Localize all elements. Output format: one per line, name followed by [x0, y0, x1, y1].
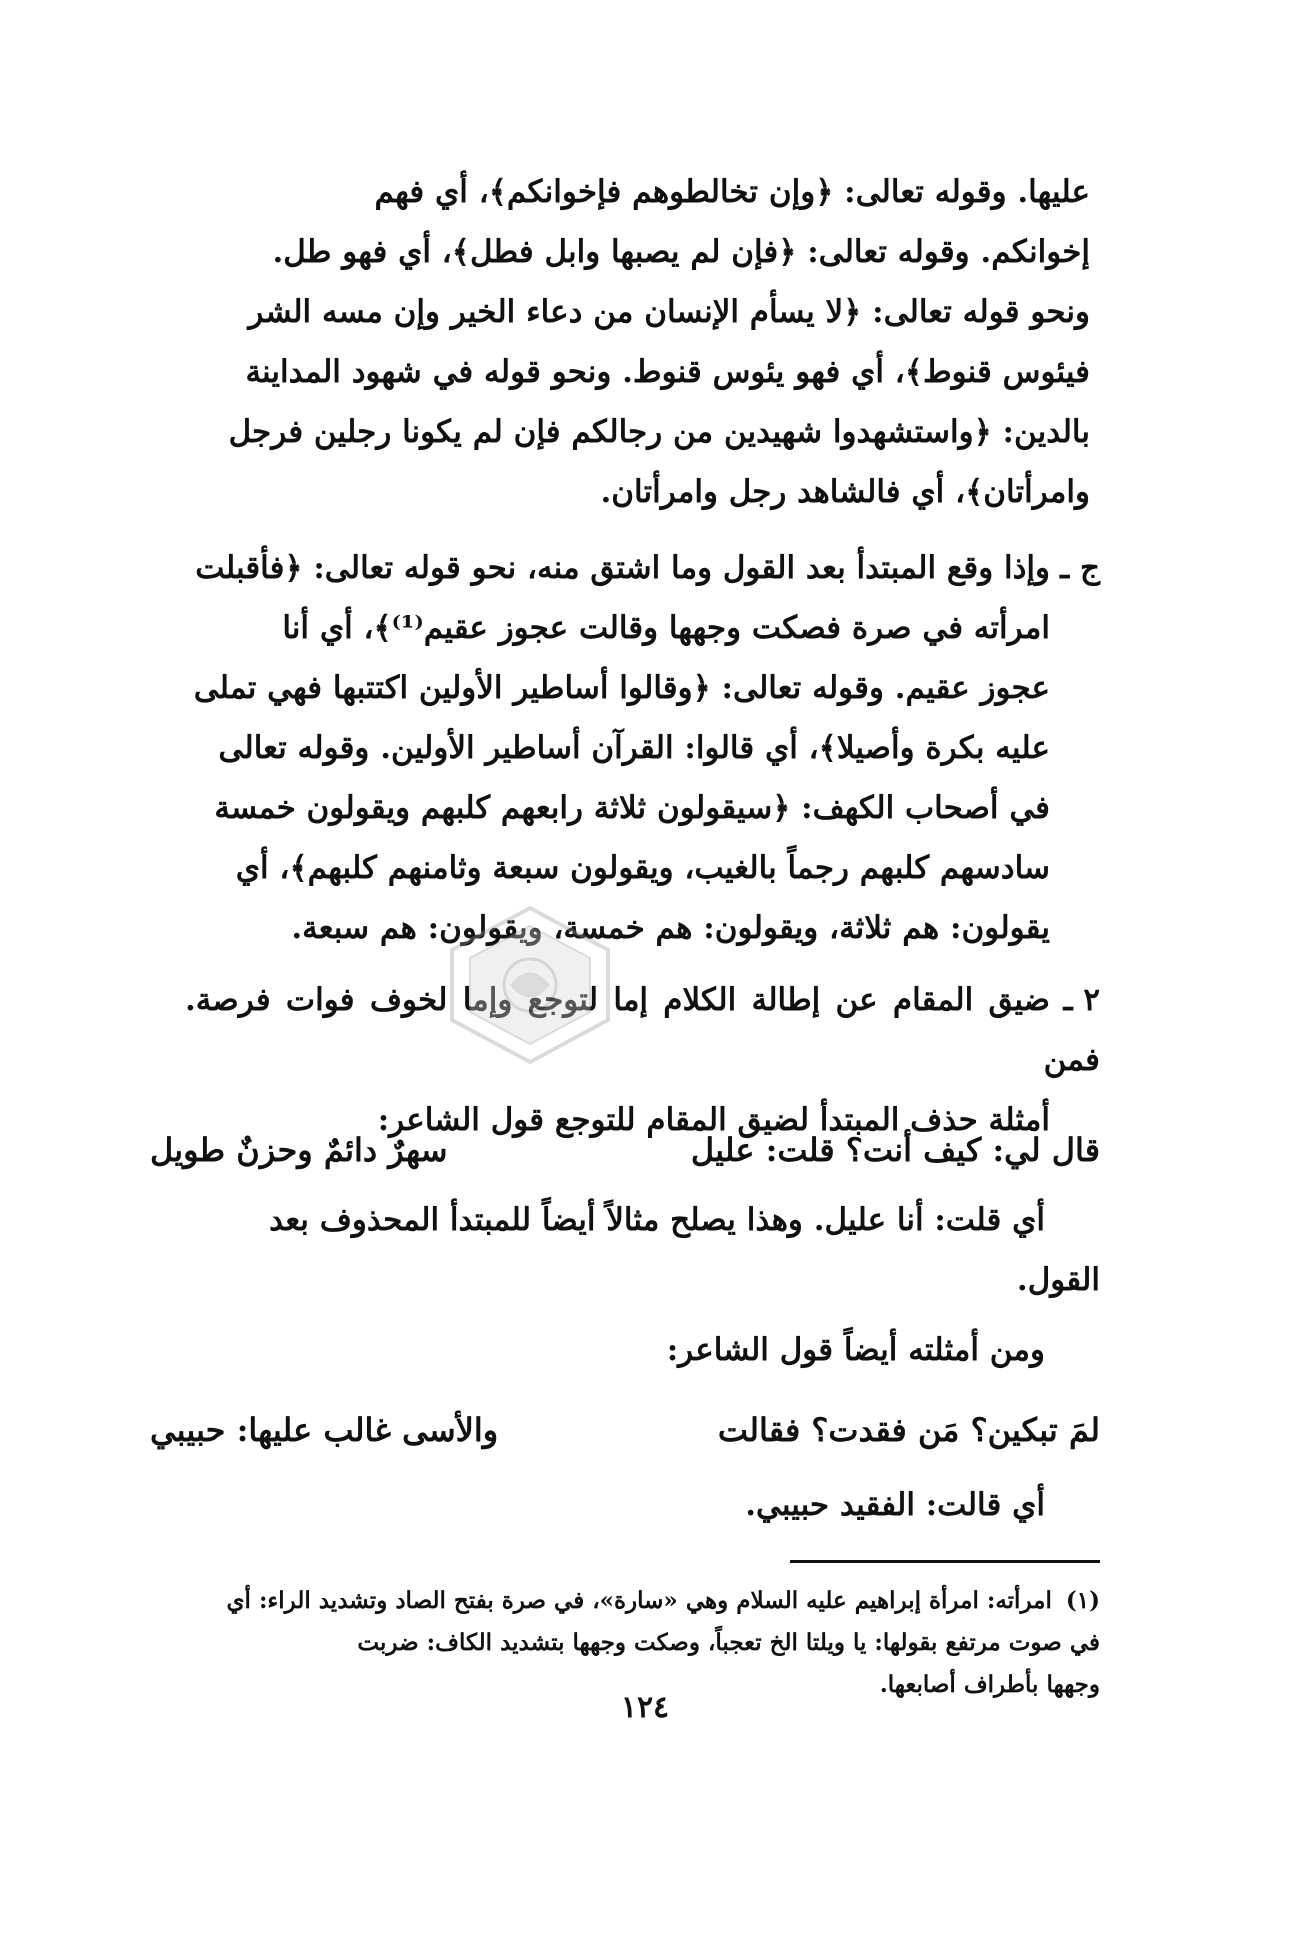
section-c-line: سادسهم كلبهم رجماً بالغيب، ويقولون سبعة وثامنهم كلبهم﴾، أي [235, 850, 1050, 886]
library-seal-icon [430, 900, 630, 1070]
section-c-line: يقولون: هم ثلاثة، ويقولون: هم خمسة، ويقولون: هم سبعة. [291, 910, 1050, 946]
verse-2-second-hemistich: والأسى غالب عليها: حبيبي [150, 1411, 499, 1449]
footnote-line: في صوت مرتفع بقولها: يا ويلتا الخ تعجباً، وصكت وجهها بتشديد الكاف: ضربت [357, 1629, 1100, 1656]
verse-1-second-hemistich: سهرٌ دائمٌ وحزنٌ طويل [150, 1131, 448, 1169]
footnote-marker: (١) [1065, 1587, 1100, 1614]
section-c-line: امرأته في صرة فصكت وجهها وقالت عجوز عقيم⁽¹⁾﴾، أي أنا [282, 610, 1050, 646]
section-2-line: ضيق المقام عن إطالة الكلام إما لتوجع وإما لخوف فوات فرصة. فمن [185, 982, 1100, 1078]
after-verse-2: أي قالت: الفقيد حبيبي. [745, 1487, 1045, 1523]
paragraph-1-line: ونحو قوله تعالى: ﴿لا يسأم الإنسان من دعاء الخير وإن مسه الشر [248, 294, 1090, 330]
footnote [165, 1580, 1100, 1706]
verse-2 [150, 1400, 1100, 1460]
footnote-divider [790, 1560, 1100, 1563]
section-c [185, 538, 1100, 958]
section-c-line: عليه بكرة وأصيلا﴾، أي قالوا: القرآن أساطير الأولين. وقوله تعالى [218, 730, 1050, 766]
section-c-line: وإذا وقع المبتدأ بعد القول وما اشتق منه، نحو قوله تعالى: ﴿فأقبلت [195, 550, 1050, 586]
verse-1-first-hemistich: قال لي: كيف أنت؟ قلت: عليل [690, 1131, 1100, 1169]
verse-1 [150, 1120, 1100, 1180]
paragraph-1-line: عليها. وقوله تعالى: ﴿وإن تخالطوهم فإخوانكم﴾، أي فهم [374, 174, 1090, 210]
paragraph-1-line: بالدين: ﴿واستشهدوا شهيدين من رجالكم فإن لم يكونا رجلين فرجل [228, 414, 1090, 450]
section-2-marker: ٢ ـ [1063, 982, 1100, 1018]
paragraph-1-line: فيئوس قنوط﴾، أي فهو يئوس قنوط. ونحو قوله في شهود المداينة [245, 354, 1090, 390]
paragraph-1-line: إخوانكم. وقوله تعالى: ﴿فإن لم يصبها وابل فطل﴾، أي فهو طل. [272, 234, 1090, 270]
footnote-line: وجهها بأطراف أصابعها. [879, 1671, 1100, 1698]
after-verse-1-line: أي قلت: أنا عليل. وهذا يصلح مثالاً أيضاً للمبتدأ المحذوف بعد [269, 1202, 1045, 1238]
section-c-marker: ج ـ [1060, 550, 1100, 586]
section-c-line: عجوز عقيم. وقوله تعالى: ﴿وقالوا أساطير الأولين اكتتبها فهي تملى [193, 670, 1050, 706]
section-c-line: في أصحاب الكهف: ﴿سيقولون ثلاثة رابعهم كلبهم ويقولون خمسة [214, 790, 1050, 826]
intro-verse-2: ومن أمثلته أيضاً قول الشاعر: [666, 1332, 1045, 1368]
paragraph-1-line: وامرأتان﴾، أي فالشاهد رجل وامرأتان. [600, 474, 1090, 510]
page-number: ١٢٤ [620, 1690, 670, 1725]
section-2-line: أمثلة حذف المبتدأ لضيق المقام للتوجع قول الشاعر: [377, 1102, 1050, 1138]
verse-2-first-hemistich: لمَ تبكين؟ مَن فقدت؟ فقالت [717, 1411, 1100, 1449]
after-verse-1 [170, 1190, 1100, 1310]
footnote-line: امرأته: امرأة إبراهيم عليه السلام وهي «سارة»، في صرة بفتح الصاد وتشديد الراء: أي [226, 1587, 1052, 1614]
paragraph-1 [190, 162, 1090, 522]
after-verse-1-line: القول. [1016, 1262, 1100, 1298]
